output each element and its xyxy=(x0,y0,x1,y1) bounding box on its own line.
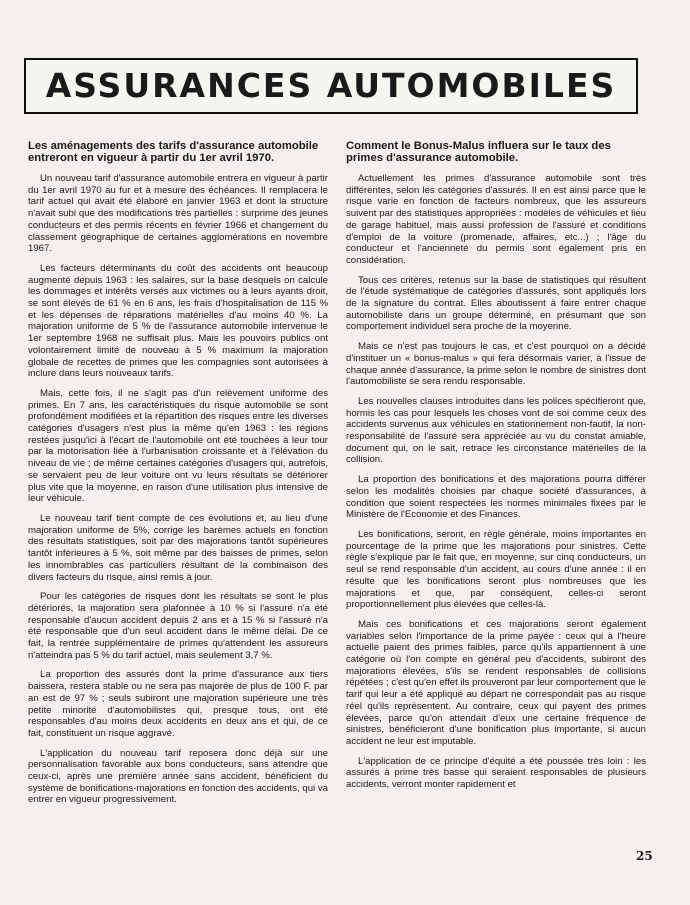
right-paragraph: Mais ce n'est pas toujours le cas, et c'est pourquoi on a décidé d'instituer un « bonus-malus » qui fera désormais varier, à l'issue de chaque année d'assurance, la prime selon le nombre de sinistres dont l'automobiliste se sera rendu responsable. xyxy=(346,341,646,388)
left-paragraph: Le nouveau tarif tient compte de ces évolutions et, au lieu d'une majoration uniforme de 5%, corrige les barèmes actuels en fonction des résultats statistiques, soit par des majorations tantôt supérieures tantôt inférieures à 5 %, soit même par des baisses de primes, selon les innombrables cas particuliers résultant de la combinaison des divers facteurs du risque, ainsi remis à jour. xyxy=(28,512,328,583)
left-paragraph: L'application du nouveau tarif reposera donc déjà sur une personnalisation favorable aux bons conducteurs, sans attendre que ceux-ci, après une première année sans accident, bénéficient du système de bonifications-majorations en fonction des accidents, qui va entrer en vigueur progressivement. xyxy=(28,747,328,806)
right-heading: Comment le Bonus-Malus influera sur le taux des primes d'assurance automobile. xyxy=(346,140,611,164)
right-paragraph: Les nouvelles clauses introduites dans les polices spécifieront que, hormis les cas pour lesquels les choses vont de soi comme ceux des accidents survenus aux véhicules en stationnement non-fautif, la non-responsabilité de l'assuré sera appréciée au vu du constat amiable, document qui, on le sait, retrace les circonstance matérielles de la collision. xyxy=(346,395,646,466)
left-heading: Les aménagements des tarifs d'assurance automobile entreront en vigueur à partir du 1er avril 1970. xyxy=(28,140,319,164)
right-paragraph: Mais ces bonifications et ces majorations seront également variables selon l'importance de la prime payée : ceux qui à l'heure actuelle paient des primes faibles, parce qu'ils appartiennent à une catégorie où l'on compte en général peu d'accidents, subiront des majorations élevées, s'ils se rendent responsables de collisions répétées ; c'est qu'en effet ils prouveront par leur comportement que le tarif qui leur a été appliqué au départ ne correspondait pas au risque réel qu'ils représentent. Au contraire, ceux qui payent des primes élevées, parce qu'on attendait d'eux une certaine fréquence de sinistres, bénéficieront d'une bonification plus importante, si aucun accident ne leur est imputable. xyxy=(346,618,646,747)
left-paragraph: Un nouveau tarif d'assurance automobile entrera en vigueur à partir du 1er avril 1970 au fur et à mesure des échéances. Il remplacera le tarif actuel qui avait été élaboré en janvier 1963 et dont la structure n'avait subi que des modifications très partielles : surprime des jeunes conducteurs et des permis récents en février 1966 et changement du classement géographique de certaines agglomérations en novembre 1967. xyxy=(28,173,328,255)
right-paragraph: Tous ces critères, retenus sur la base de statistiques qui résultent de l'étude systématique de catégories d'assurés, sont appliqués lors de la signature du contrat. Elles aboutissent à faire entrer chaque automobiliste dans un groupe déterminé, en présumant que son comportement individuel sera proche de la moyenne. xyxy=(346,274,646,333)
page-number: 25 xyxy=(636,849,653,863)
left-paragraph: Pour les catégories de risques dont les résultats se sont le plus détériorés, la majoration sera plafonnée à 10 % si l'assuré n'a été responsable d'aucun accident depuis 2 ans et à 15 % si l'assuré n'a été responsable que d'un seul accident dans le même délai. De ce fait, la rentrée supplémentaire de primes qu'attendent les assureurs n'atteindra pas 5 % du tarif actuel, mais seulement 3,7 %. xyxy=(28,591,328,661)
left-paragraph: Les facteurs déterminants du coût des accidents ont beaucoup augmenté depuis 1963 : les salaires, sur la base desquels on calcule les dommages et intérêts versés aux victimes ou à leurs ayants droit, se sont élevés de 61 % en 6 ans, les frais d'hospitalisation de 115 % et les dépenses de réparations matérielles d'au moins 40 %. La majoration uniforme de 5 % de l'assurance automobile intervenue le 1er septembre 1968 ne suffisait plus. Mais les pouvoirs publics ont volontairement limité de nouveau à 5 % maximum la majoration globale de recettes de primes que les compagnies sont autorisées à inclure dans leurs nouveaux tarifs. xyxy=(28,262,328,380)
left-column xyxy=(28,140,328,814)
right-paragraph: La proportion des bonifications et des majorations pourra différer selon les modalités choisies par chaque société d'assurances, à condition que soient respectées les normes minimales fixées par le Ministère de l'Economie et des Finances. xyxy=(346,474,646,521)
title-box xyxy=(24,58,638,114)
right-paragraph: Les bonifications, seront, en règle générale, moins importantes en pourcentage de la prime que les majorations pour sinistres. Cette règle s'explique par le fait que, en moyenne, sur cinq conducteurs, un seul se rend responsable d'un accident, au cours d'une année : il en résulte que les bonifications seront plus nombreuses que les majorations et que, par conséquent, celles-ci seront proportionnellement plus élevées que celles-là. xyxy=(346,528,646,611)
left-paragraph: Mais, cette fois, il ne s'agit pas d'un relèvement uniforme des primes. En 7 ans, les caractéristiques du risque automobile se sont profondément modifiées et la répartition des risques entre les diverses catégories d'usagers n'est plus la même qu'en 1963 : les régions restées jusqu'ici à l'écart de l'automobile ont été touchées à leur tour par la motorisation liée à l'urbanisation croissante et à l'élévation du niveau de vie ; de même certaines catégories d'usagers qui, autrefois, se servaient peu de leur voiture ont vu leurs résultats se détériorer plus vite que la moyenne, en raison d'une utilisation plus intensive de leur véhicule. xyxy=(28,387,328,505)
right-paragraph: L'application de ce principe d'équité a été poussée très loin : les assurés à prime très basse qui seraient responsables de plusieurs accidents, verront monter rapidement et xyxy=(346,755,646,791)
right-paragraph: Actuellement les primes d'assurance automobile sont très différentes, selon les catégories d'assurés. Il en est ainsi parce que le risque varie en fonction de facteurs nombreux, que les assureurs suivent par des statistiques appropriées : modèles de véhicules et lieu de garage habituel, mais aussi profession de l'assuré et conditions d'emploi de la voiture (promenade, affaires, etc...) ; l'âge du conducteur et l'ancienneté du permis sont également pris en considération. xyxy=(346,173,646,266)
article-title: ASSURANCES AUTOMOBILES xyxy=(45,66,617,105)
left-paragraph: La proportion des assurés dont la prime d'assurance aux tiers baissera, restera stable ou ne sera pas majorée de plus de 100 F. par an est de 97 % ; seuls subiront une majoration supérieure une très petite minorité d'automobilistes qui, presque tous, ont été responsables d'au moins deux accidents en deux ans et qui, de ce fait, constituent un risque aggravé. xyxy=(28,669,328,739)
right-column xyxy=(346,140,646,799)
